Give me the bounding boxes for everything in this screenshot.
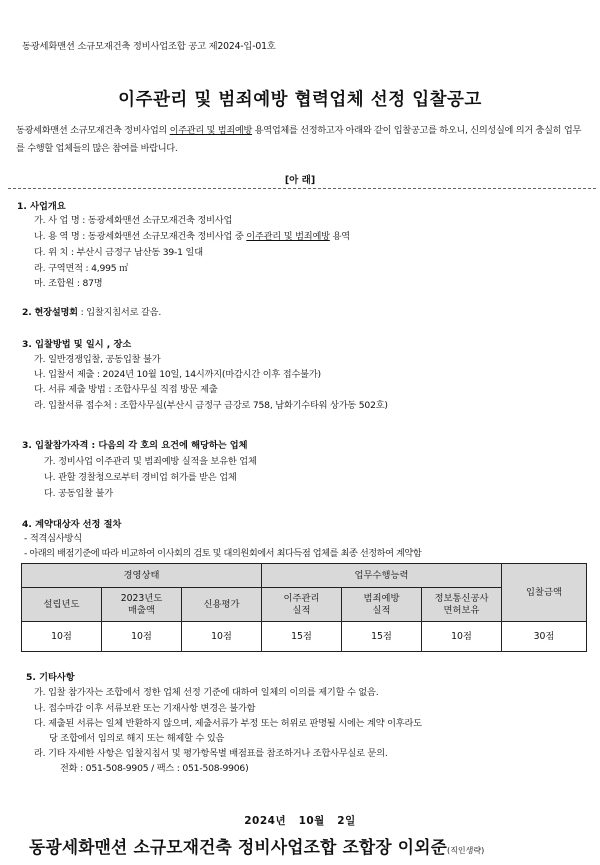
- section-6-item: 당 조합에서 임의로 해지 또는 해제할 수 있음: [49, 733, 225, 744]
- section-4-item: 나. 관할 경찰청으로부터 경비업 허가를 받은 업체: [44, 472, 237, 483]
- column-header: 신용평가: [182, 588, 262, 622]
- table-row: [22, 622, 587, 652]
- section-6-item: 가. 입찰 참가자는 조합에서 정한 업체 선정 기준에 대하여 일체의 이의를 제기할 수 없음.: [34, 687, 379, 698]
- section-1-item: 마. 조합원 : 87명: [34, 278, 103, 289]
- intro-text-1: 동광세화맨션 소규모재건축 정비사업의: [16, 125, 170, 136]
- column-header: 설립년도: [22, 588, 102, 622]
- section-3-item: 다. 서류 제출 방법 : 조합사무실 직접 방문 제출: [34, 384, 218, 395]
- page-title: 이주관리 및 범죄예방 협력업체 선정 입찰공고: [118, 90, 482, 110]
- divider: [8, 188, 596, 189]
- score-cell: 10점: [102, 622, 182, 652]
- section-1-heading: 1. 사업개요: [17, 201, 66, 212]
- column-header: 이주관리 실적: [262, 588, 342, 622]
- section-5-item: - 적격심사방식: [24, 533, 82, 544]
- score-cell: 15점: [342, 622, 422, 652]
- section-5-heading: 4. 계약대상자 선정 절차: [22, 519, 122, 530]
- score-cell: 15점: [262, 622, 342, 652]
- section-3-item: 라. 입찰서류 접수처 : 조합사무실(부산시 금정구 금강로 758, 남화기수타워 상가동 502호): [34, 400, 388, 411]
- section-6-item: 라. 기타 자세한 사항은 입찰지침서 및 평가항목별 배점표를 참조하거나 조합사무실로 문의.: [34, 748, 388, 759]
- signature-line: [29, 834, 484, 858]
- section-4-item: 가. 정비사업 이주관리 및 범죄예방 실적을 보유한 업체: [44, 456, 257, 467]
- section-3-item: 가. 일반경쟁입찰, 공동입찰 불가: [34, 354, 161, 365]
- section-1-item-b-prefix: 나. 용 역 명 : 동광세화맨션 소규모재건축 정비사업 중: [34, 231, 247, 242]
- group-header-performance: 업무수행능력: [262, 564, 502, 588]
- score-cell: 10점: [22, 622, 102, 652]
- column-header: 2023년도 매출액: [102, 588, 182, 622]
- section-1-item: 라. 구역면적 : 4,995 ㎡: [34, 263, 129, 274]
- section-1-item-b-highlight: 이주관리 및 범죄예방: [246, 231, 330, 242]
- score-table: [21, 563, 587, 652]
- intro-paragraph: [16, 122, 588, 158]
- section-2: [22, 304, 161, 318]
- section-1-item-b-suffix: 용역: [329, 231, 350, 242]
- intro-text-2: 용역업체를 선정하고자 아래와 같이 입찰공고를 하오니, 신의성실에 의거 충실히 업무를 수행할 업체들의 많은 참여를 바랍니다.: [16, 125, 582, 154]
- section-6-item: 나. 접수마감 이후 서류보완 또는 기재사항 변경은 불가함: [34, 703, 256, 714]
- section-5-item: - 아래의 배점기준에 따라 비교하여 이사회의 검토 및 대의원회에서 최다득점 업체를 최종 선정하여 계약함: [24, 548, 422, 559]
- column-header: 정보통신공사 면허보유: [422, 588, 502, 622]
- group-header-management: 경영상태: [22, 564, 262, 588]
- section-2-heading: 2. 현장설명회: [22, 307, 78, 318]
- section-4-heading: 3. 입찰참가자격 : 다음의 각 호의 요건에 해당하는 업체: [22, 440, 248, 451]
- column-header-bid-amount: 입찰금액: [502, 564, 587, 622]
- section-3-item: 나. 입찰서 제출 : 2024년 10월 10일, 14시까지(마감시간 이후 접수불가): [34, 369, 321, 380]
- notice-date: 2024년 10월 2일: [244, 815, 356, 827]
- section-6-heading: 5. 기타사항: [26, 672, 75, 683]
- section-1-item: 가. 사 업 명 : 동광세화맨션 소규모재건축 정비사업: [34, 215, 233, 226]
- section-3-heading: 3. 입찰방법 및 일시 , 장소: [22, 339, 132, 350]
- score-cell: 30점: [502, 622, 587, 652]
- section-6-item: 다. 제출된 서류는 일체 반환하지 않으며, 제출서류가 부정 또는 허위로 판명될 시에는 계약 이후라도: [34, 718, 422, 729]
- notice-label: [아 래]: [284, 175, 316, 186]
- seal-note: (직인생략): [447, 846, 485, 855]
- section-4-item: 다. 공동입찰 불가: [44, 488, 113, 499]
- section-2-text: : 입찰지침서로 갈음.: [77, 307, 162, 318]
- signature-text: 동광세화맨션 소규모재건축 정비사업조합 조합장 이외준: [29, 837, 448, 857]
- score-cell: 10점: [182, 622, 262, 652]
- section-1-item: 다. 위 치 : 부산시 금정구 남산동 39-1 일대: [34, 247, 203, 258]
- column-header: 범죄예방 실적: [342, 588, 422, 622]
- intro-highlight: 이주관리 및 범죄예방: [169, 125, 253, 136]
- section-1-item: [34, 228, 350, 242]
- section-6-contact: 전화 : 051-508-9905 / 팩스 : 051-508-9906): [60, 763, 249, 774]
- notice-number: 동광세화맨션 소규모재건축 정비사업조합 공고 제2024-입-01호: [22, 41, 276, 52]
- score-cell: 10점: [422, 622, 502, 652]
